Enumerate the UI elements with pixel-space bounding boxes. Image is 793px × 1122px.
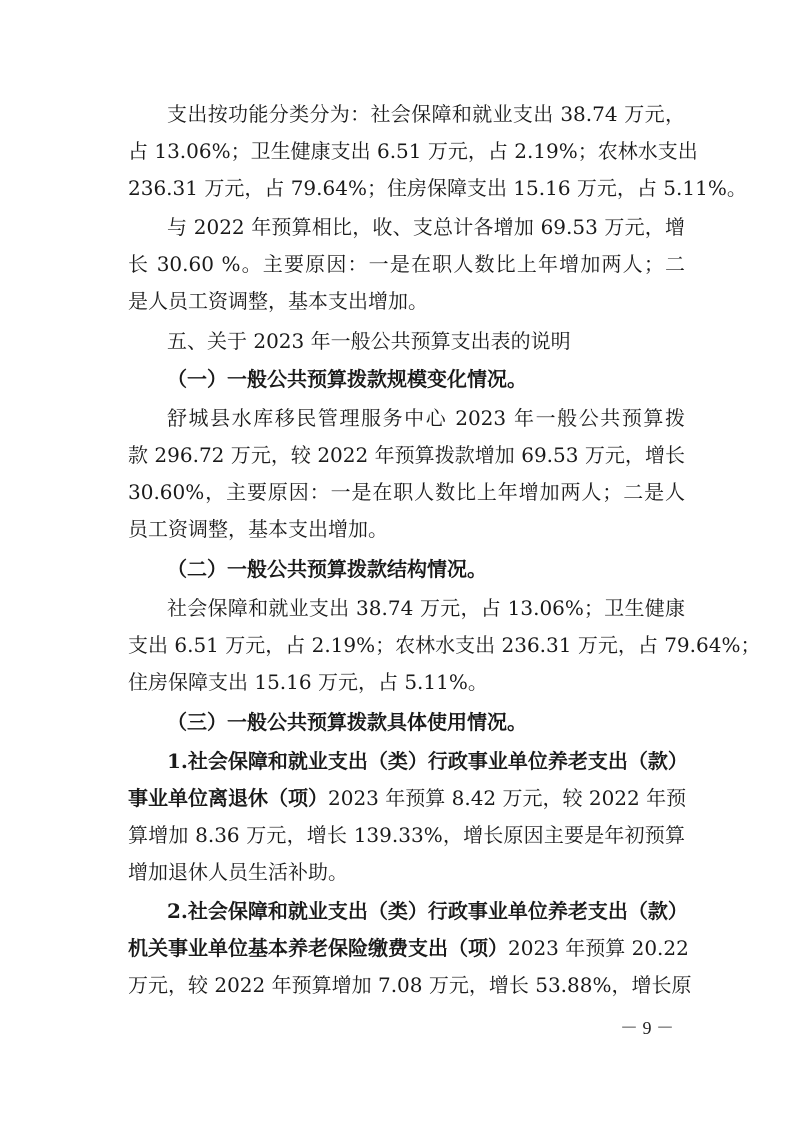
text-line: 住房保障支出 15.16 万元，占 5.11%。 <box>128 670 488 694</box>
text-line: 长 30.60 %。主要原因：一是在职人数比上年增加两人；二 <box>128 252 685 276</box>
text-line: 236.31 万元，占 79.64%；住房保障支出 15.16 万元，占 5.11%。 <box>128 176 747 200</box>
item-title-line: 1.社会保障和就业支出（类）行政事业单位养老支出（款） <box>167 749 688 773</box>
text-line: 员工资调整，基本支出增加。 <box>128 517 388 541</box>
text-line: 与 2022 年预算相比，收、支总计各增加 69.53 万元，增 <box>167 215 685 239</box>
item-retirement-expenditure <box>128 743 688 891</box>
text-line: 算增加 8.36 万元，增长 139.33%，增长原因主要是年初预算 <box>128 823 685 847</box>
text-line <box>128 930 689 967</box>
text-line: 支出按功能分类分为：社会保障和就业支出 38.74 万元， <box>167 102 685 126</box>
subsection-heading: （一）一般公共预算拨款规模变化情况。 <box>167 367 527 391</box>
text-line: 增加退休人员生活补助。 <box>128 860 348 884</box>
page-number: － 9 － <box>620 1018 674 1038</box>
subsection-two-heading <box>128 550 685 588</box>
item-text: 2023 年预算 20.22 <box>508 936 689 960</box>
item-text: 2023 年预算 8.42 万元，较 2022 年预 <box>328 786 687 810</box>
subsection-three-heading <box>128 703 685 741</box>
section-heading: 五、关于 2023 年一般公共预算支出表的说明 <box>167 329 571 353</box>
item-pension-insurance-expenditure <box>128 893 692 1004</box>
text-line: 占 13.06%；卫生健康支出 6.51 万元，占 2.19%；农林水支出 <box>128 139 698 163</box>
subsection-heading: （三）一般公共预算拨款具体使用情况。 <box>167 710 527 734</box>
text-line: 是人员工资调整，基本支出增加。 <box>128 289 428 313</box>
paragraph-appropriation-structure <box>128 590 761 701</box>
item-title-bold: 事业单位离退休（项） <box>128 786 328 810</box>
text-line: 款 296.72 万元，较 2022 年预算拨款增加 69.53 万元，增长 <box>128 443 685 467</box>
text-line: 30.60%，主要原因：一是在职人数比上年增加两人；二是人 <box>128 480 685 504</box>
text-line: 社会保障和就业支出 38.74 万元，占 13.06%；卫生健康 <box>167 596 685 620</box>
section-five-heading <box>128 322 685 360</box>
paragraph-appropriation-scale <box>128 400 685 548</box>
text-line <box>128 780 685 817</box>
subsection-heading: （二）一般公共预算拨款结构情况。 <box>167 557 487 581</box>
subsection-one-heading <box>128 360 685 398</box>
paragraph-functional-classification <box>128 96 747 207</box>
item-title-line: 2.社会保障和就业支出（类）行政事业单位养老支出（款） <box>167 899 688 923</box>
text-line: 支出 6.51 万元，占 2.19%；农林水支出 236.31 万元，占 79.64%； <box>128 633 761 657</box>
text-line: 万元，较 2022 年预算增加 7.08 万元，增长 53.88%，增长原 <box>128 973 692 997</box>
paragraph-budget-comparison <box>128 209 685 320</box>
document-page <box>128 96 761 1004</box>
text-line: 舒城县水库移民管理服务中心 2023 年一般公共预算拨 <box>167 406 685 430</box>
item-title-bold: 机关事业单位基本养老保险缴费支出（项） <box>128 936 508 960</box>
